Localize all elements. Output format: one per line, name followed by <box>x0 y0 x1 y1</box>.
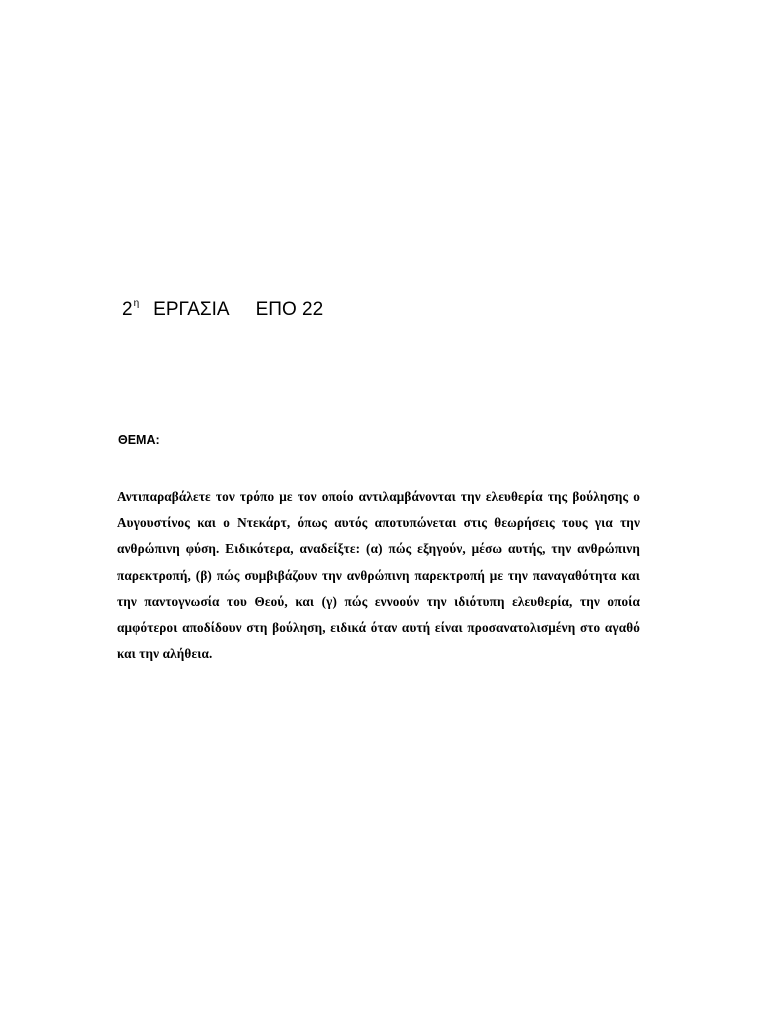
assignment-title <box>122 298 323 321</box>
course-code: ΕΠΟ 22 <box>255 299 324 320</box>
assignment-superscript: η <box>133 298 140 309</box>
theme-label: ΘΕΜΑ: <box>118 433 160 447</box>
assignment-word: ΕΡΓΑΣΙΑ <box>153 299 230 320</box>
assignment-number: $2^\eta$ <box>122 298 140 320</box>
theme-text: Αντιπαραβάλετε τον τρόπο με τον οποίο αντιλαμβάνονται την ελευθερία της βούλησης ο Αυγουστίνος και ο Ντεκάρτ, όπως αυτός αποτυπώνεται στις θεωρήσεις τους για την ανθρώπινη φύση. Ειδικότερα, αναδείξτε: (α) πώς εξηγούν, μέσω αυτής, την ανθρώπινη παρεκτροπή, (β) πώς συμβιβάζουν την ανθρώπινη παρεκτροπή με την παναγαθότητα και την παντογνωσία του Θεού, και (γ) πώς εννοούν την ιδιότυπη ελευθερία, την οποία αμφότεροι αποδίδουν στη βούληση, ειδικά όταν αυτή είναι προσανατολισμένη στο αγαθό και την αλήθεια. <box>117 489 640 662</box>
